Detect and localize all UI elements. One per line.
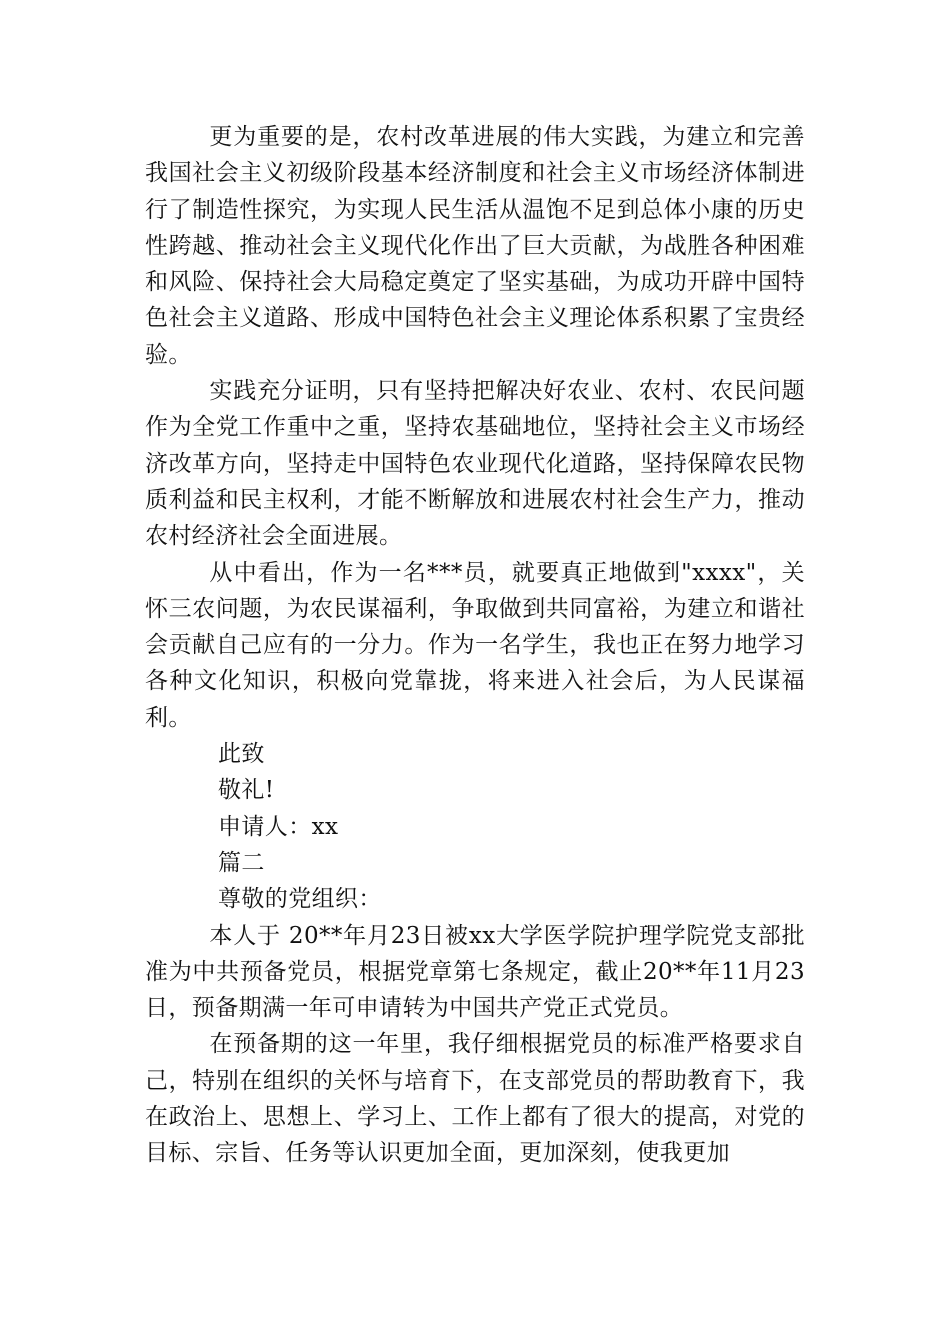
paragraph-reform-significance: 更为重要的是，农村改革进展的伟大实践，为建立和完善我国社会主义初级阶段基本经济制度和社会主义市场经济体制进行了制造性探究，为实现人民生活从温饱不足到总体小康的历史性跨越、推动社会主义现代化作出了巨大贡献，为战胜各种困难和风险、保持社会大局稳定奠定了坚实基础，为成功开辟中国特色社会主义道路、形成中国特色社会主义理论体系积累了宝贵经验。 bbox=[145, 124, 805, 368]
document-body bbox=[145, 119, 805, 1172]
closing-line-jingli: 敬礼! bbox=[218, 777, 275, 804]
section-title: 篇二 bbox=[218, 849, 265, 876]
paragraph-personal-commitment: 从中看出，作为一名***员，就要真正地做到"xxxx"，关怀三农问题，为农民谋福利，争取做到共同富裕，为建立和谐社会贡献自己应有的一分力。作为一名学生，我也正在努力地学习各种文化知识，积极向党靠拢，将来进入社会后，为人民谋福利。 bbox=[145, 559, 805, 731]
applicant-signature: 申请人：xx bbox=[218, 813, 339, 840]
salutation: 尊敬的党组织： bbox=[218, 886, 382, 913]
paragraph-probation-statement: 本人于 20**年月23日被xx大学医学院护理学院党支部批准为中共预备党员，根据党章第七条规定，截止20**年11月23日，预备期满一年可申请转为中国共产党正式党员。 bbox=[145, 922, 805, 1022]
closing-line-cizhi: 此致 bbox=[218, 741, 265, 768]
paragraph-practice-proof: 实践充分证明，只有坚持把解决好农业、农村、农民问题作为全党工作重中之重，坚持农基础地位，坚持社会主义市场经济改革方向，坚持走中国特色农业现代化道路，坚持保障农民物质利益和民主权利，才能不断解放和进展农村社会生产力，推动农村经济社会全面进展。 bbox=[145, 378, 805, 550]
paragraph-probation-year: 在预备期的这一年里，我仔细根据党员的标准严格要求自己，特别在组织的关怀与培育下，在支部党员的帮助教育下，我在政治上、思想上、学习上、工作上都有了很大的提高，对党的目标、宗旨、任务等认识更加全面，更加深刻，使我更加 bbox=[145, 1031, 805, 1167]
